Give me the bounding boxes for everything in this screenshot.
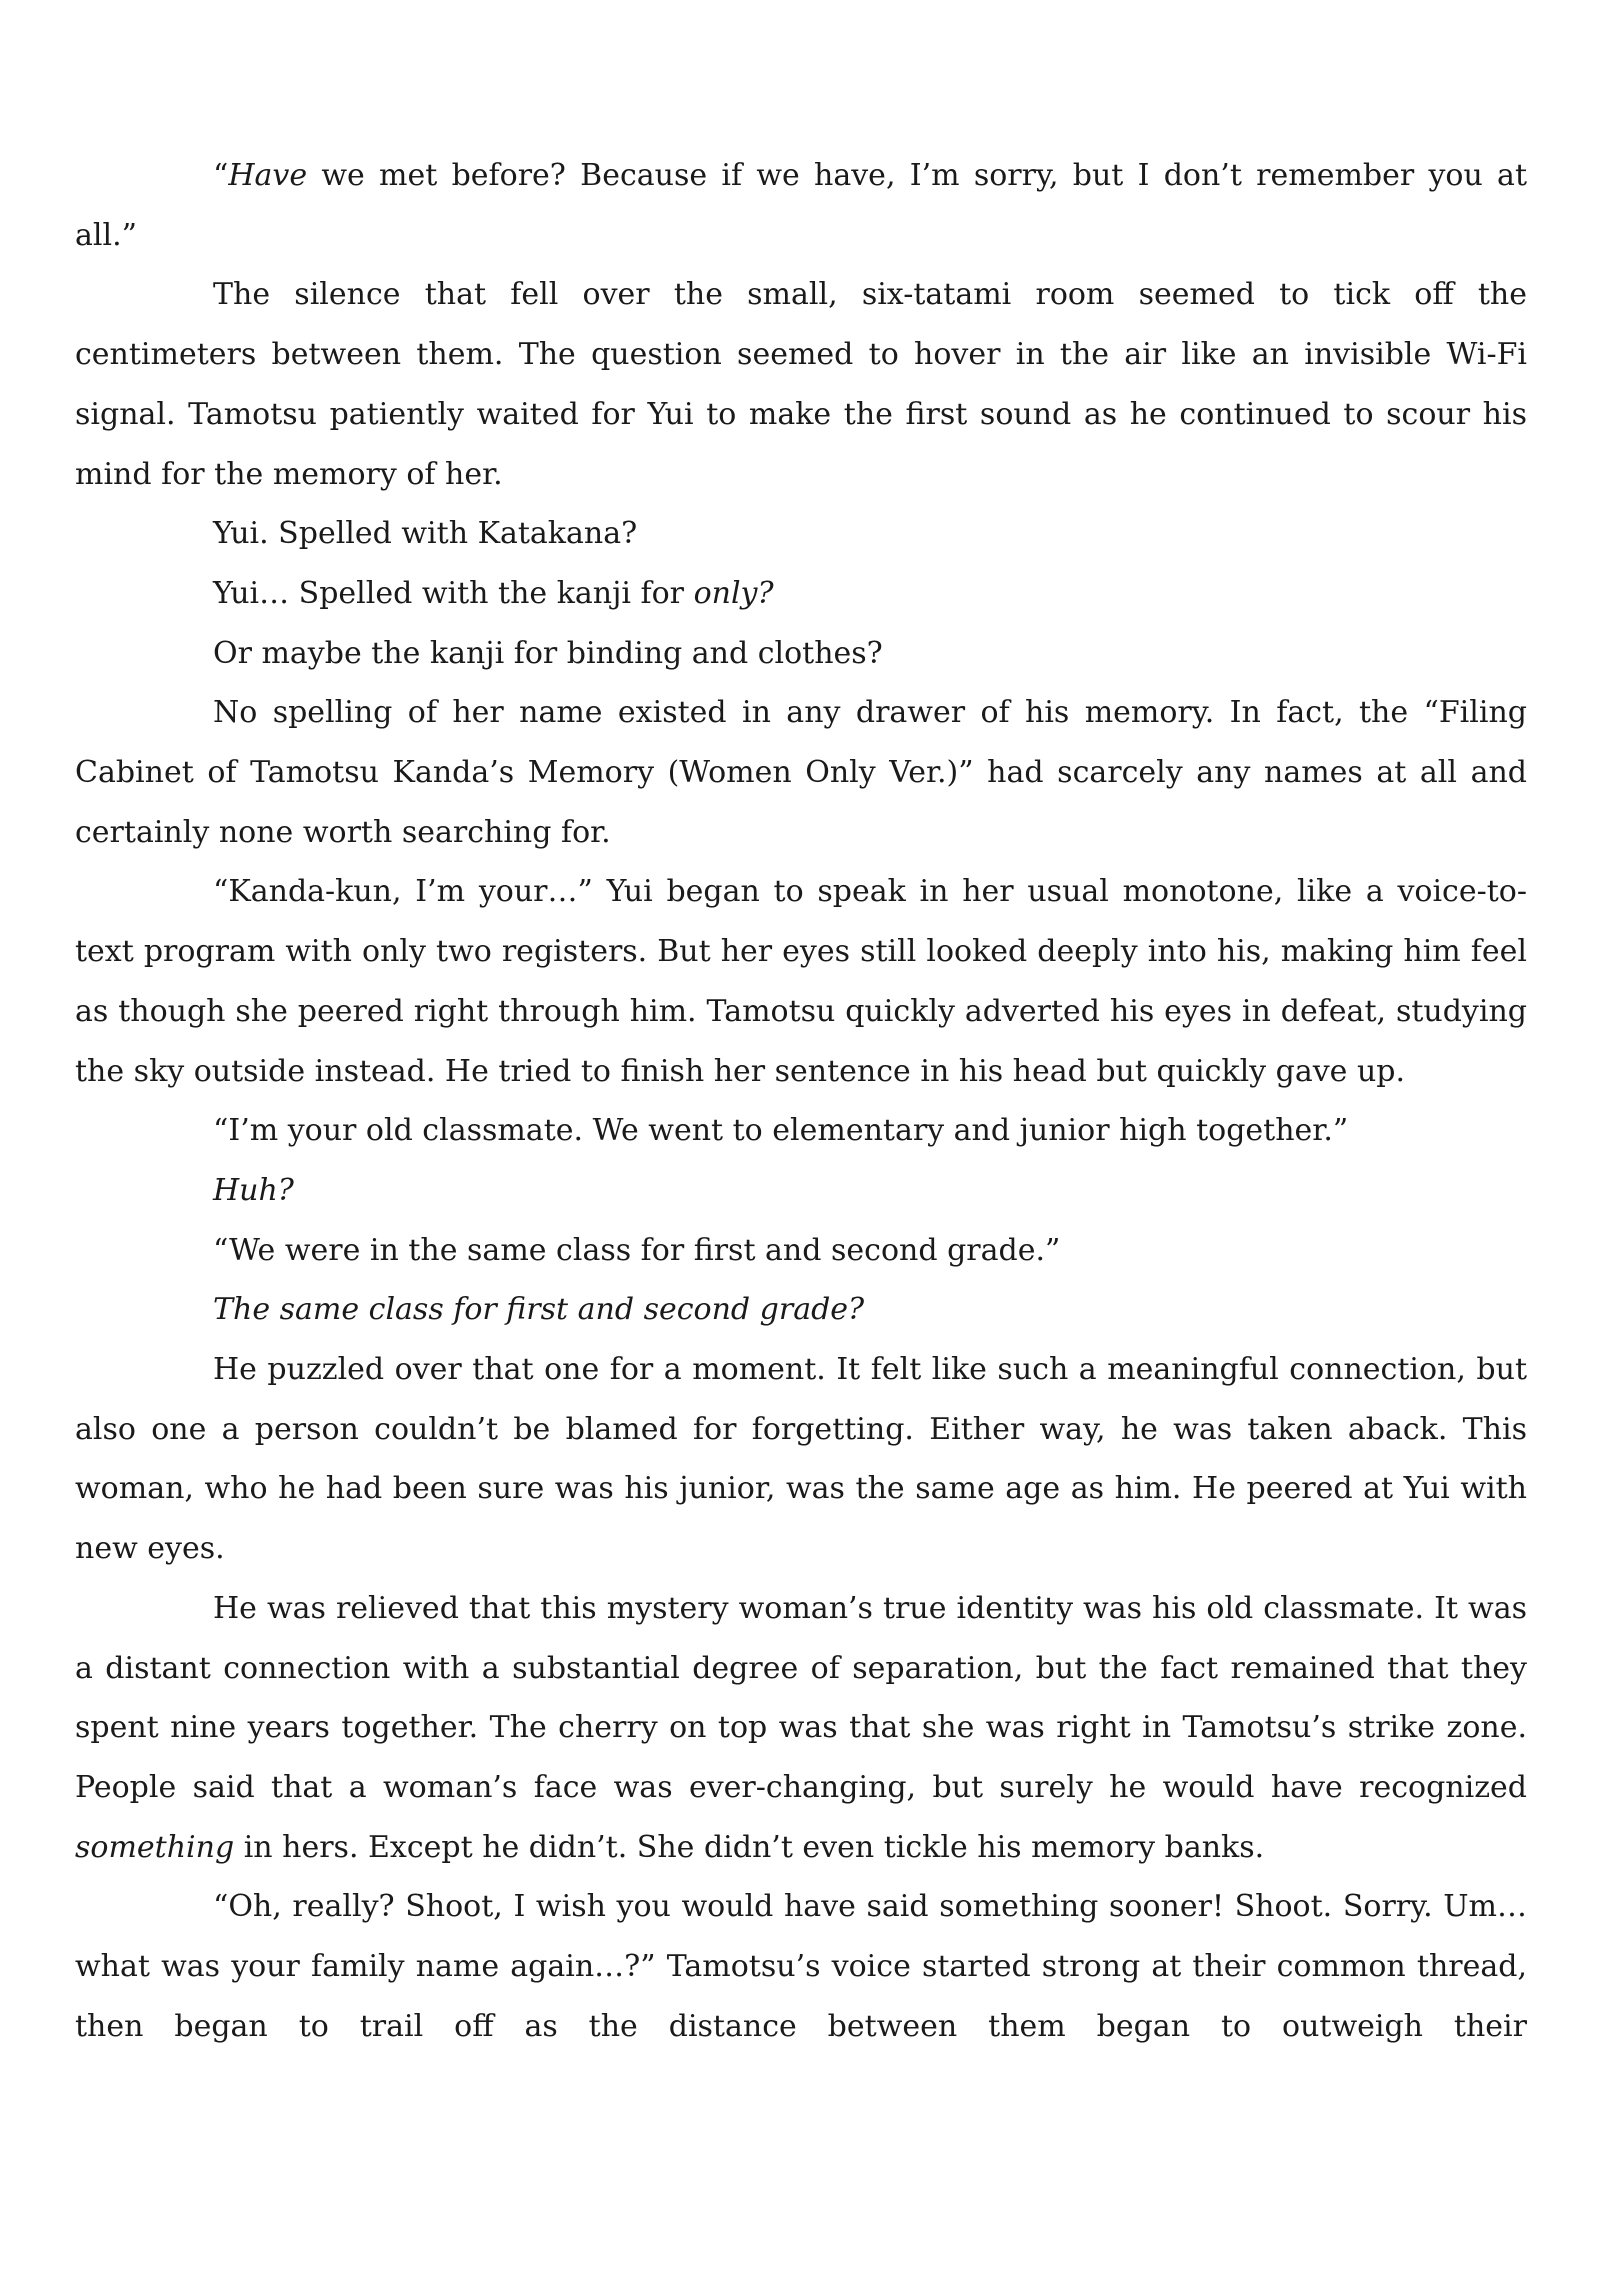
- text-segment: He puzzled over that one for a moment. It felt like such a meaningful connection, but also one a person couldn’t be blamed for forgetting. Either way, he was taken aback. This woman, who he had been sure was his junior, was the same age as him. He peered at Yui with new eyes.: [75, 1352, 1527, 1567]
- paragraph: [75, 683, 1527, 862]
- italic-segment: Have: [228, 158, 308, 193]
- paragraph: [75, 1221, 1527, 1281]
- text-segment: “Kanda-kun, I’m your…” Yui began to speak in her usual monotone, like a voice-to-text program with only two registers. But her eyes still looked deeply into his, making him feel as though she peered right through him. Tamotsu quickly adverted his eyes in defeat, studying the sky outside instead. He tried to finish her sentence in his head but quickly gave up.: [75, 874, 1527, 1089]
- paragraph: [75, 862, 1527, 1101]
- text-segment: “: [213, 158, 229, 193]
- italic-segment: Huh?: [213, 1172, 294, 1208]
- text-segment: “Oh, really? Shoot, I wish you would have said something sooner! Shoot. Sorry. Um… what was your family name again…?” Tamotsu’s voice started strong at their common thread, then began to trail off as the distance between them began to outweigh their: [75, 1889, 1527, 2044]
- italic-segment: only?: [693, 575, 774, 611]
- paragraph: [75, 1340, 1527, 1579]
- italic-segment: something: [75, 1829, 235, 1865]
- text-segment: Yui. Spelled with Katakana?: [213, 516, 638, 552]
- paragraph: [75, 1101, 1527, 1161]
- text-segment: “I’m your old classmate. We went to elementary and junior high together.”: [213, 1113, 1349, 1149]
- paragraph: [75, 504, 1527, 564]
- paragraph: [75, 1161, 1527, 1221]
- paragraph: [75, 564, 1527, 624]
- text-segment: He was relieved that this mystery woman’s true identity was his old classmate. It was a distant connection with a substantial degree of separation, but the fact remained that they spent nine years together. The cherry on top was that she was right in Tamotsu’s strike zone. People said that a woman’s face was ever-changing, but surely he would have recognized: [75, 1590, 1527, 1805]
- text-segment: we met before? Because if we have, I’m sorry, but I don’t remember you at all.”: [75, 158, 1527, 253]
- paragraph: [75, 265, 1527, 504]
- paragraph: [75, 1579, 1527, 1878]
- paragraph: [75, 1280, 1527, 1340]
- paragraph-continued: [75, 1877, 1527, 2056]
- text-segment: No spelling of her name existed in any drawer of his memory. In fact, the “Filing Cabinet of Tamotsu Kanda’s Memory (Women Only Ver.)” had scarcely any names at all and certainly none worth searching for.: [75, 695, 1527, 850]
- paragraph: [75, 624, 1527, 684]
- paragraph: [75, 146, 1527, 265]
- text-segment: Yui… Spelled with the kanji for: [213, 575, 694, 611]
- text-segment: “We were in the same class for first and second grade.”: [213, 1232, 1061, 1268]
- italic-segment: The same class for first and second grade?: [213, 1292, 865, 1328]
- text-segment: The silence that fell over the small, six-tatami room seemed to tick off the centimeters between them. The question seemed to hover in the air like an invisible Wi-Fi signal. Tamotsu patiently waited for Yui to make the first sound as he continued to scour his mind for the memory of her.: [75, 277, 1527, 492]
- text-segment: Or maybe the kanji for binding and clothes?: [213, 635, 883, 671]
- book-page: [75, 146, 1527, 2057]
- text-segment: in hers. Except he didn’t. She didn’t even tickle his memory banks.: [234, 1829, 1265, 1865]
